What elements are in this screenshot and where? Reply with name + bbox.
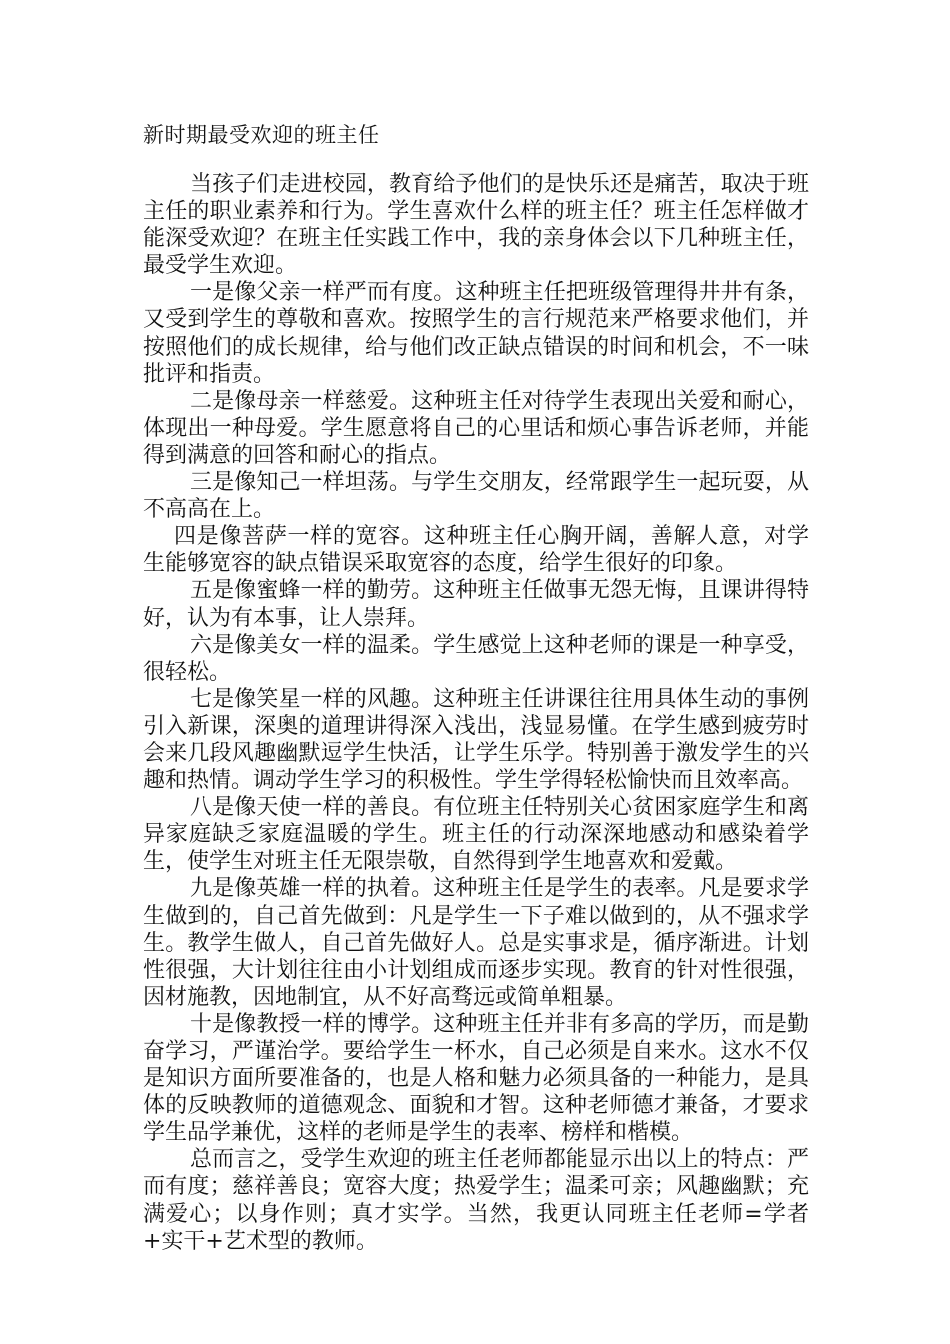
- paragraph-8-angel: 八是像天使一样的善良。有位班主任特别关心贫困家庭学生和离异家庭缺乏家庭温暖的学生。班主任的行动深深地感动和感染着学生，使学生对班主任无限崇敬，自然得到学生地喜欢和爱戴。: [143, 795, 809, 875]
- document-title: 新时期最受欢迎的班主任: [143, 123, 380, 147]
- paragraph-6-gentle: 六是像美女一样的温柔。学生感觉上这种老师的课是一种享受，很轻松。: [143, 632, 809, 685]
- paragraph-10-professor: 十是像教授一样的博学。这种班主任并非有多高的学历，而是勤奋学习，严谨治学。要给学生一杯水，自己必须是自来水。这水不仅是知识方面所要准备的，也是人格和魅力必须具备的一种能力，是具体的反映教师的道德观念、面貌和才智。这种老师德才兼备，才要求学生品学兼优，这样的老师是学生的表率、榜样和楷模。: [143, 1011, 809, 1146]
- paragraph-2-mother: 二是像母亲一样慈爱。这种班主任对待学生表现出关爱和耐心，体现出一种母爱。学生愿意将自己的心里话和烦心事告诉老师，并能得到满意的回答和耐心的指点。: [143, 388, 809, 468]
- paragraph-intro: 当孩子们走进校园，教育给予他们的是快乐还是痛苦，取决于班主任的职业素养和行为。学生喜欢什么样的班主任？班主任怎样做才能深受欢迎？在班主任实践工作中，我的亲身体会以下几种班主任，最受学生欢迎。: [143, 172, 809, 279]
- paragraph-9-hero: 九是像英雄一样的执着。这种班主任是学生的表率。凡是要求学生做到的，自己首先做到：凡是学生一下子难以做到的，从不强求学生。教学生做人，自己首先做好人。总是实事求是，循序渐进。计划性很强，大计划往往由小计划组成而逐步实现。教育的针对性很强，因材施教，因地制宜，从不好高骛远或简单粗暴。: [143, 876, 809, 1010]
- paragraph-7-humor: 七是像笑星一样的风趣。这种班主任讲课往往用具体生动的事例引入新课，深奥的道理讲得深入浅出，浅显易懂。在学生感到疲劳时会来几段风趣幽默逗学生快活，让学生乐学。特别善于激发学生的兴趣和热情。调动学生学习的积极性。学生学得轻松愉快而且效率高。: [143, 686, 809, 794]
- document-body: [143, 171, 809, 1255]
- paragraph-5-bee: 五是像蜜蜂一样的勤劳。这种班主任做事无怨无悔，且课讲得特好，认为有本事，让人崇拜。: [143, 578, 809, 631]
- paragraph-1-father: 一是像父亲一样严而有度。这种班主任把班级管理得井井有条，又受到学生的尊敬和喜欢。按照学生的言行规范来严格要求他们，并按照他们的成长规律，给与他们改正缺点错误的时间和机会，不一味批评和指责。: [143, 280, 809, 387]
- paragraph-3-confidant: 三是像知己一样坦荡。与学生交朋友，经常跟学生一起玩耍，从不高高在上。: [143, 470, 809, 523]
- paragraph-4-bodhisattva: 四是像菩萨一样的宽容。这种班主任心胸开阔，善解人意，对学生能够宽容的缺点错误采取宽容的态度，给学生很好的印象。: [143, 524, 809, 577]
- paragraph-conclusion: 总而言之，受学生欢迎的班主任老师都能显示出以上的特点：严而有度；慈祥善良；宽容大度；热爱学生；温柔可亲；风趣幽默；充满爱心；以身作则；真才实学。当然，我更认同班主任老师=学者+实干+艺术型的教师。: [143, 1147, 809, 1254]
